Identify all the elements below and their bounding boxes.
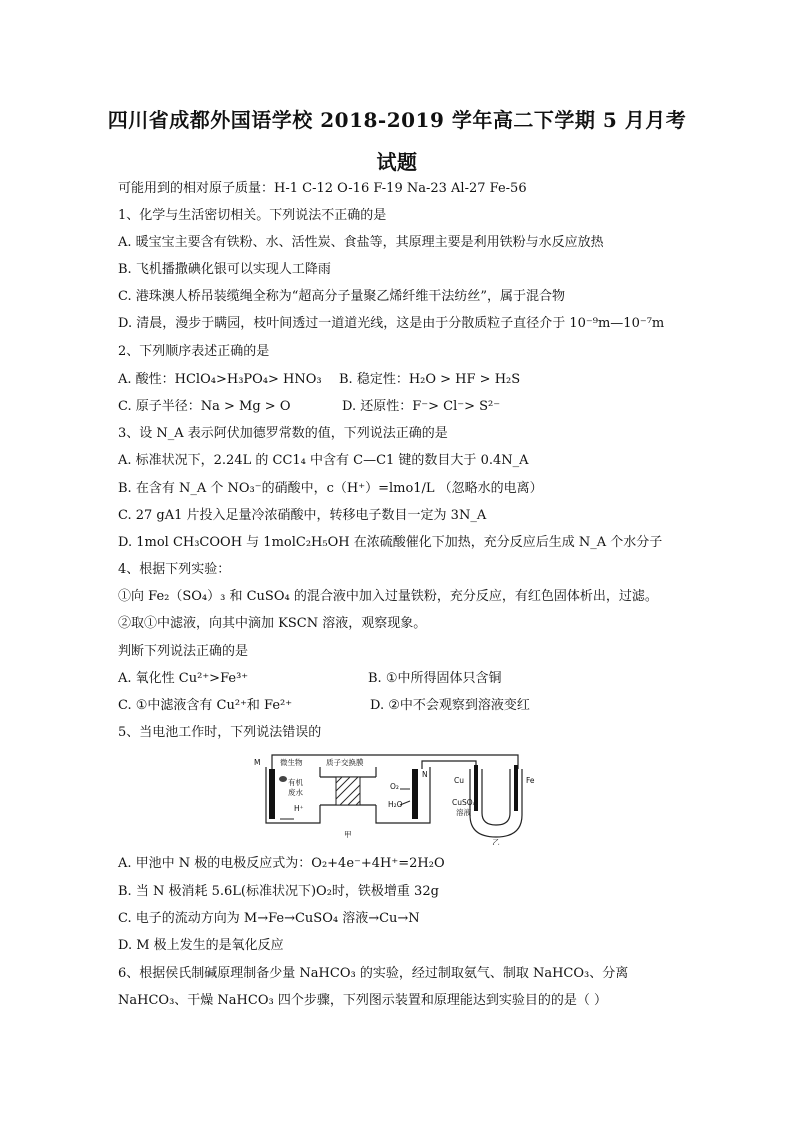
q1-option-a: A. 暖宝宝主要含有铁粉、水、活性炭、食盐等，其原理主要是利用铁粉与水反应放热 [118,235,604,250]
q3-option-a: A. 标准状况下，2.24L 的 CC1₄ 中含有 C—C1 键的数目大于 0.4N_A [118,453,529,468]
fe-electrode [514,765,518,811]
microbe-icon [279,776,287,782]
label-organic-2: 废水 [288,788,303,797]
label-membrane: 质子交换膜 [326,758,364,767]
document-title-line1: 四川省成都外国语学校 2018-2019 学年高二下学期 5 月月考 [107,108,687,132]
label-h2o: H₂O [388,800,403,809]
q3-option-d: D. 1mol CH₃COOH 与 1molC₂H₅OH 在浓硫酸催化下加热，充分反应后生成 N_A 个水分子 [118,535,663,550]
m-electrode [269,769,275,819]
label-cuso4-1: CuSO₄ [452,798,476,807]
q1-stem: 1、化学与生活密切相关。下列说法不正确的是 [118,208,387,223]
q2-option-b: B. 稳定性：H₂O > HF > H₂S [339,372,521,387]
label-yi: 乙 [492,838,500,845]
q1-option-c: C. 港珠澳人桥吊装缆绳全称为“超高分子量聚乙烯纤维干法纺丝”，属于混合物 [118,289,566,304]
label-jia: 甲 [344,830,352,839]
q4-option-d: D. ②中不会观察到溶液变红 [370,698,530,713]
q5-option-d: D. M 极上发生的是氧化反应 [118,938,284,953]
proton-exchange-membrane [336,777,360,805]
q5-option-b: B. 当 N 极消耗 5.6L(标准状况下)O₂时，铁极增重 32g [118,884,439,899]
q2-option-d: D. 还原性：F⁻> Cl⁻> S²⁻ [342,399,501,414]
label-microbe: 微生物 [280,758,303,767]
q5-option-c: C. 电子的流动方向为 M→Fe→CuSO₄ 溶液→Cu→N [118,911,420,926]
q4-judge: 判断下列说法正确的是 [118,644,249,659]
q4-option-c: C. ①中滤液含有 Cu²⁺和 Fe²⁺ [118,698,293,713]
q4-option-a: A. 氧化性 Cu²⁺>Fe³⁺ [118,671,249,686]
label-fe: Fe [526,776,535,785]
document-title-line2: 试题 [376,150,418,174]
atomic-masses-line: 可能用到的相对原子质量：H-1 C-12 O-16 F-19 Na-23 Al-27 Fe-56 [118,181,527,196]
q1-option-d: D. 清晨，漫步于瞒园，枝叶间透过一道道光线，这是由于分散质粒子直径介于 10⁻⁹m—10⁻⁷m [118,316,665,331]
q2-option-a: A. 酸性：HClO₄>H₃PO₄> HNO₃ [118,372,322,387]
q3-option-c: C. 27 gA1 片投入足量冷浓硝酸中，转移电子数目一定为 3N_A [118,508,487,523]
q6-stem-line1: 6、根据侯氏制碱原理制备少量 NaHCO₃ 的实验，经过制取氨气、制取 NaHCO₃、分离 [118,966,629,981]
q1-option-b: B. 飞机播撒碘化银可以实现人工降雨 [118,262,331,277]
q4-option-b: B. ①中所得固体只含铜 [368,671,502,686]
n-electrode [412,769,418,819]
battery-electrolysis-diagram [250,753,540,845]
label-h-plus: H⁺ [294,804,304,813]
label-cuso4-2: 溶液 [456,808,471,817]
label-m: M [254,758,261,767]
q2-stem: 2、下列顺序表述正确的是 [118,344,270,359]
q5-stem: 5、当电池工作时，下列说法错误的 [118,725,322,740]
q4-stem: 4、根据下列实验： [118,562,231,577]
q4-step1: ①向 Fe₂（SO₄）₃ 和 CuSO₄ 的混合液中加入过量铁粉，充分反应，有红色固体析出，过滤。 [118,589,658,604]
q2-option-c: C. 原子半径：Na > Mg > O [118,399,291,414]
label-organic-1: 有机 [288,778,303,787]
q3-stem: 3、设 N_A 表示阿伏加德罗常数的值，下列说法正确的是 [118,426,448,441]
q4-step2: ②取①中滤液，向其中滴加 KSCN 溶液，观察现象。 [118,616,427,631]
q6-stem-line2: NaHCO₃、干燥 NaHCO₃ 四个步骤，下列图示装置和原理能达到实验目的的是（ ） [118,993,607,1008]
label-cu: Cu [454,776,464,785]
label-o2: O₂ [390,782,399,791]
q5-option-a: A. 甲池中 N 极的电极反应式为：O₂+4e⁻+4H⁺=2H₂O [118,856,445,871]
q3-option-b: B. 在含有 N_A 个 NO₃⁻的硝酸中，c（H⁺）=lmo1/L （忽略水的电离） [118,481,543,496]
label-n: N [422,770,428,779]
